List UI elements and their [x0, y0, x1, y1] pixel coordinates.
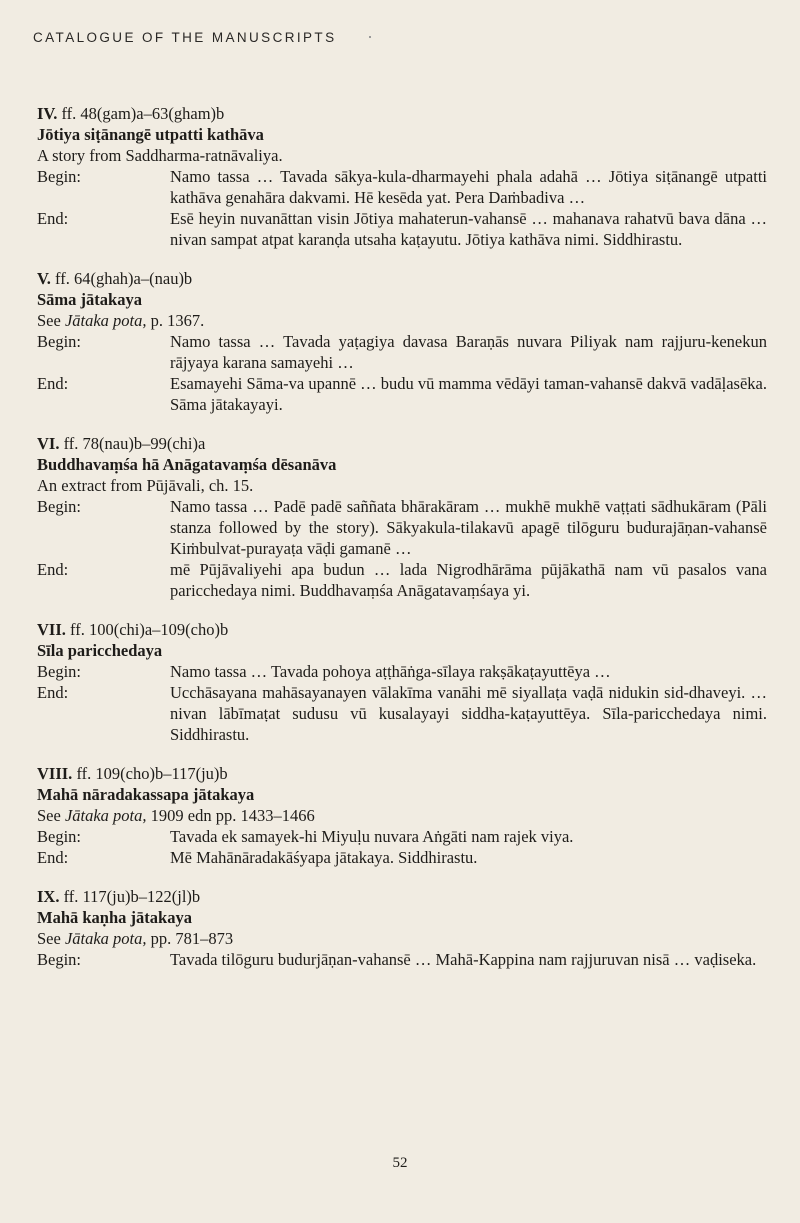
begin-row: [37, 949, 767, 970]
begin-row: [37, 166, 767, 208]
end-label: End:: [37, 374, 69, 393]
catalogue-entries: [37, 103, 767, 988]
end-text: Ucchāsayana mahāsayanayen vālakīma vanāhi mē siyallaṭa vaḍā nidukin sid-dhaveyi. … nivan lābīmaṭat sudusu vū kusalayayi siddha-kaṭayuttēya. Sīla-paricchedaya nimi. Siddhirastu.: [170, 683, 767, 744]
begin-text: Namo tassa … Tavada sākya-kula-dharmayehi phala adahā … Jōtiya siṭānangē utpatti kathāva genahāra dakvami. Hē kesēda yat. Pera Daṁbadiva …: [170, 167, 767, 207]
entry-reference: A story from Saddharma-ratnāvaliya.: [37, 146, 283, 165]
entry-reference: See Jātaka pota, 1909 edn pp. 1433–1466: [37, 806, 315, 825]
end-row: [37, 682, 767, 745]
begin-row: [37, 826, 767, 847]
entry-number: VI.: [37, 434, 60, 453]
begin-text: Tavada ek samayek-hi Miyuḷu nuvara Aṅgāti nam rajek viya.: [170, 827, 574, 846]
entry-number: IX.: [37, 887, 60, 906]
end-label: End:: [37, 848, 69, 867]
entry-folios: ff. 64(ghah)a–(nau)b: [55, 269, 193, 288]
entry-reference: See Jātaka pota, p. 1367.: [37, 311, 205, 330]
entry-number: IV.: [37, 104, 58, 123]
entry-title: Buddhavaṃśa hā Anāgatavaṃśa dēsanāva: [37, 455, 337, 474]
entry-title: Sīla paricchedaya: [37, 641, 163, 660]
entry-iv: [37, 103, 767, 250]
entry-heading: [37, 433, 767, 454]
begin-label: Begin:: [37, 167, 81, 186]
entry-folios: ff. 117(ju)b–122(jl)b: [63, 887, 201, 906]
running-header: CATALOGUE OF THE MANUSCRIPTS: [33, 30, 337, 45]
end-row: [37, 559, 767, 601]
end-row: [37, 373, 767, 415]
entry-heading: [37, 268, 767, 289]
entry-title: Sāma jātakaya: [37, 290, 142, 309]
entry-title: Mahā nāradakassapa jātakaya: [37, 785, 255, 804]
entry-vii: [37, 619, 767, 745]
entry-folios: ff. 78(nau)b–99(chi)a: [63, 434, 206, 453]
end-text: Esē heyin nuvanāttan visin Jōtiya mahaterun-vahansē … mahanava rahatvū bava dāna … nivan sampat atpat karanḍa utsaha kaṭayutu. Jōtiya kathāva nimi. Siddhirastu.: [170, 209, 767, 249]
entry-title: Mahā kaṇha jātakaya: [37, 908, 192, 927]
begin-label: Begin:: [37, 827, 81, 846]
begin-text: Namo tassa … Padē padē saññata bhārakāram … mukhē mukhē vaṭṭati sādhukāram (Pāli stanza followed by the story). Sākyakula-tilakavū apagē tilōguru budurajāṇan-vahansē Kiṁbulvat-purayaṭa vāḍi gamanē …: [170, 497, 767, 558]
begin-text: Namo tassa … Tavada pohoya aṭṭhāṅga-sīlaya rakṣākaṭayuttēya …: [170, 662, 611, 681]
entry-ix: [37, 886, 767, 970]
entry-folios: ff. 100(chi)a–109(cho)b: [70, 620, 229, 639]
entry-viii: [37, 763, 767, 868]
entry-title: Jōtiya siṭānangē utpatti kathāva: [37, 125, 264, 144]
begin-label: Begin:: [37, 332, 81, 351]
entry-number: VIII.: [37, 764, 73, 783]
begin-text: Tavada tilōguru budurjāṇan-vahansē … Mahā-Kappina nam rajjuruvan nisā … vaḍiseka.: [170, 950, 757, 969]
entry-number: V.: [37, 269, 51, 288]
entry-heading: [37, 886, 767, 907]
entry-number: VII.: [37, 620, 66, 639]
end-label: End:: [37, 209, 69, 228]
entry-heading: [37, 619, 767, 640]
entry-folios: ff. 48(gam)a–63(gham)b: [61, 104, 225, 123]
begin-row: [37, 496, 767, 559]
entry-vi: [37, 433, 767, 601]
entry-heading: [37, 763, 767, 784]
begin-row: [37, 331, 767, 373]
end-row: [37, 847, 767, 868]
entry-v: [37, 268, 767, 415]
begin-label: Begin:: [37, 497, 81, 516]
header-dot: [369, 36, 371, 38]
entry-reference: See Jātaka pota, pp. 781–873: [37, 929, 234, 948]
page-number: 52: [392, 1155, 408, 1171]
begin-label: Begin:: [37, 662, 81, 681]
entry-heading: [37, 103, 767, 124]
end-label: End:: [37, 560, 69, 579]
begin-label: Begin:: [37, 950, 81, 969]
end-label: End:: [37, 683, 69, 702]
begin-row: [37, 661, 767, 682]
end-row: [37, 208, 767, 250]
begin-text: Namo tassa … Tavada yaṭagiya davasa Baraṇās nuvara Piliyak nam rajjuru-kenekun rājyaya karana samayehi …: [170, 332, 767, 372]
entry-reference: An extract from Pūjāvali, ch. 15.: [37, 476, 254, 495]
entry-folios: ff. 109(cho)b–117(ju)b: [76, 764, 228, 783]
end-text: mē Pūjāvaliyehi apa budun … lada Nigrodhārāma pūjākathā nam vū pasalos vana paricchedaya nimi. Buddhavaṃśa Anāgatavaṃśaya yi.: [170, 560, 767, 600]
end-text: Esamayehi Sāma-va upannē … budu vū mamma vēdāyi taman-vahansē dakvā vadāḷasēka. Sāma jātakayayi.: [170, 374, 767, 414]
end-text: Mē Mahānāradakāśyapa jātakaya. Siddhirastu.: [170, 848, 478, 867]
